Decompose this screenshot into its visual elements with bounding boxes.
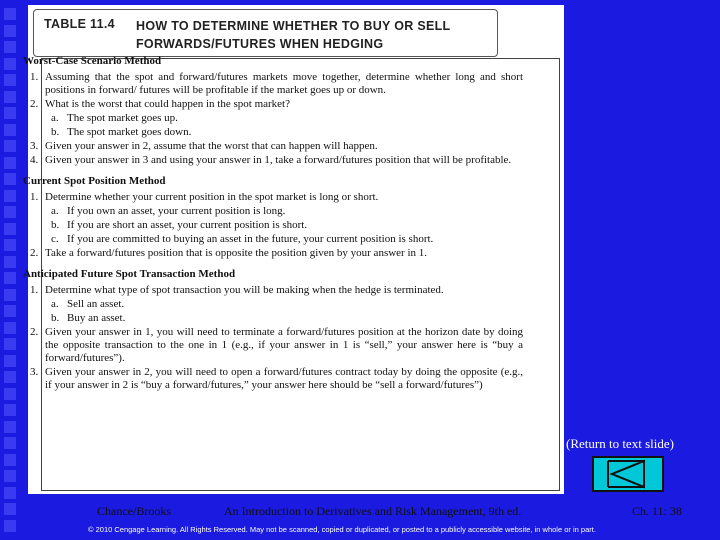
item-number: 2. [30, 326, 39, 338]
section-heading: Anticipated Future Spot Transaction Method [23, 268, 236, 280]
decorative-square [4, 322, 16, 334]
list-item [23, 71, 523, 97]
sub-item [23, 233, 523, 246]
item-number: 2. [30, 98, 39, 110]
decorative-square [4, 206, 16, 218]
sub-item [23, 126, 523, 139]
list-item [23, 366, 523, 392]
decorative-square [4, 371, 16, 383]
list-item [23, 284, 523, 297]
sub-item-text: Buy an asset. [67, 312, 126, 324]
sub-item-text: Sell an asset. [67, 298, 125, 310]
footer-authors: Chance/Brooks [97, 504, 171, 518]
section-heading: Worst-Case Scenario Method [23, 55, 162, 67]
list-item [23, 98, 523, 111]
footer-chapter: Ch. 11: 38 [632, 504, 682, 518]
table-label: TABLE 11.4 [44, 17, 115, 31]
sub-item-letter: b. [51, 219, 60, 231]
list-item [23, 247, 523, 260]
decorative-square [4, 124, 16, 136]
sub-item-letter: a. [51, 112, 59, 124]
decorative-square [4, 223, 16, 235]
decorative-square [4, 470, 16, 482]
item-text: Determine what type of spot transaction you will be making when the hedge is terminated. [45, 284, 444, 296]
decorative-square [4, 190, 16, 202]
table-content [23, 55, 523, 393]
return-to-text-slide-link[interactable]: (Return to text slide) [566, 436, 674, 451]
section-heading: Current Spot Position Method [23, 175, 166, 187]
item-text: Take a forward/futures position that is opposite the position given by your answer in 1. [45, 247, 428, 259]
decorative-square [4, 388, 16, 400]
item-text: Given your answer in 1, you will need to terminate a forward/futures position at the horizon date by doing the opposite transaction to the one in 1 (e.g., if your answer in 1 is “sell,” your answer here is “buy a forward/futures”). [45, 326, 523, 364]
sub-item-text: If you own an asset, your current position is long. [67, 205, 286, 217]
item-number: 3. [30, 366, 39, 378]
sub-item-text: If you are short an asset, your current position is short. [67, 219, 308, 231]
decorative-square [4, 289, 16, 301]
item-number: 4. [30, 154, 39, 166]
item-number: 3. [30, 140, 39, 152]
item-number: 1. [30, 71, 39, 83]
item-text: Assuming that the spot and forward/futures markets move together, determine whether long and short positions in forward/ futures will be profitable if the market goes up or down. [45, 71, 523, 96]
decorative-square [4, 91, 16, 103]
sub-item-letter: a. [51, 298, 59, 310]
item-text: Given your answer in 2, you will need to open a forward/futures contract today by doing the opposite (e.g., if your answer in 2 is “buy a forward/futures,” your answer here should be “sell a forward/futures”) [45, 366, 523, 391]
back-triangle-icon [594, 458, 662, 490]
decorative-square [4, 355, 16, 367]
sub-item-letter: b. [51, 312, 60, 324]
decorative-square [4, 25, 16, 37]
sub-item-text: The spot market goes down. [67, 126, 192, 138]
decorative-square [4, 58, 16, 70]
list-item [23, 140, 523, 153]
back-button[interactable] [592, 456, 664, 492]
sub-item [23, 219, 523, 232]
sub-item [23, 112, 523, 125]
decorative-square [4, 338, 16, 350]
list-item [23, 326, 523, 365]
sub-item [23, 312, 523, 325]
table-title-box [33, 9, 498, 57]
decorative-square [4, 503, 16, 515]
item-text: Determine whether your current position in the spot market is long or short. [45, 191, 379, 203]
sub-item-letter: b. [51, 126, 60, 138]
list-item [23, 191, 523, 204]
decorative-square [4, 454, 16, 466]
decorative-square [4, 157, 16, 169]
list-item [23, 154, 523, 167]
decorative-square [4, 239, 16, 251]
item-number: 1. [30, 191, 39, 203]
item-text: What is the worst that could happen in the spot market? [45, 98, 290, 110]
item-text: Given your answer in 2, assume that the worst that can happen will happen. [45, 140, 378, 152]
decorative-square [4, 272, 16, 284]
decorative-square [4, 256, 16, 268]
decorative-square [4, 520, 16, 532]
sub-item-text: If you are committed to buying an asset in the future, your current position is short. [67, 233, 434, 245]
item-number: 1. [30, 284, 39, 296]
copyright-notice: © 2010 Cengage Learning. All Rights Reserved. May not be scanned, copied or duplicated, or posted to a publicly accessible website, in whole or in part. [88, 525, 596, 534]
sub-item-letter: a. [51, 205, 59, 217]
item-number: 2. [30, 247, 39, 259]
decorative-square [4, 305, 16, 317]
decorative-square [4, 404, 16, 416]
decorative-square [4, 74, 16, 86]
sub-item-letter: c. [51, 233, 59, 245]
sub-item-text: The spot market goes up. [67, 112, 178, 124]
decorative-square [4, 107, 16, 119]
decorative-square [4, 487, 16, 499]
table-title: HOW TO DETERMINE WHETHER TO BUY OR SELL FORWARDS/FUTURES WHEN HEDGING [136, 19, 451, 51]
decorative-square [4, 421, 16, 433]
decorative-square [4, 41, 16, 53]
footer-book-title: An Introduction to Derivatives and Risk Management, 9th ed. [224, 504, 522, 518]
decorative-square [4, 173, 16, 185]
sub-item [23, 205, 523, 218]
decorative-square [4, 437, 16, 449]
decorative-square [4, 8, 16, 20]
decorative-square [4, 140, 16, 152]
sub-item [23, 298, 523, 311]
item-text: Given your answer in 3 and using your answer in 1, take a forward/futures position that will be profitable. [45, 154, 512, 166]
